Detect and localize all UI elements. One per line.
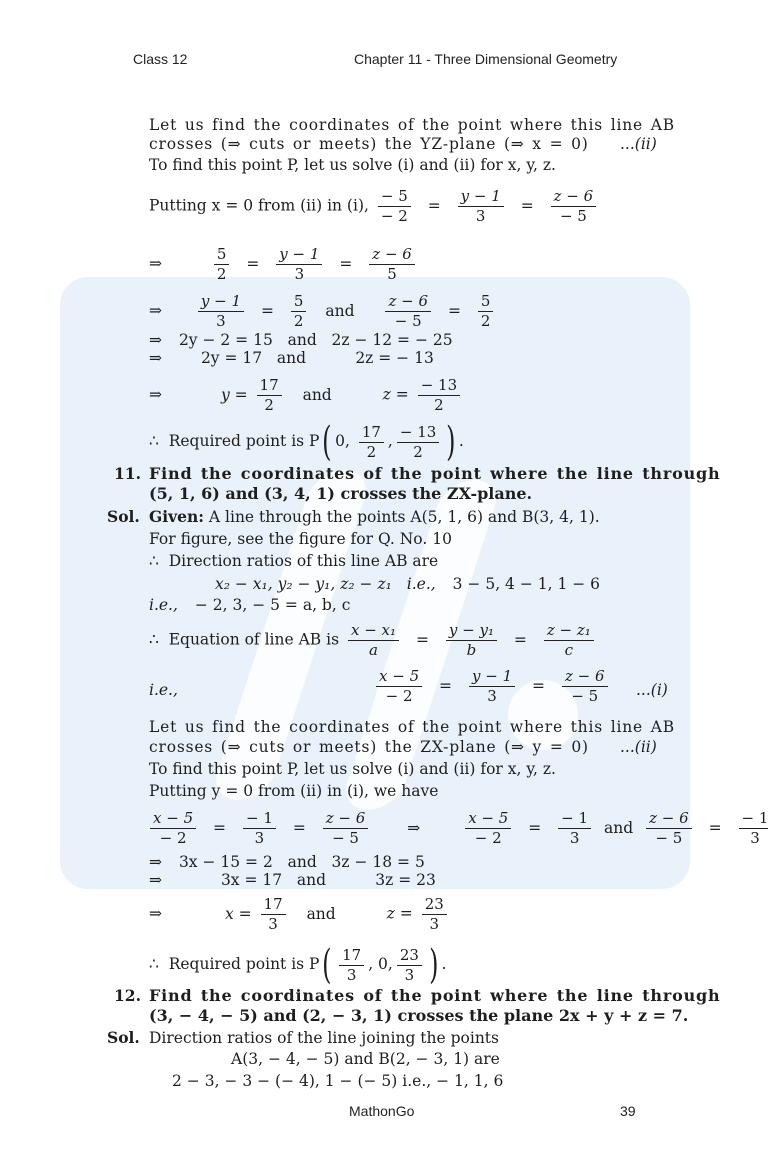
denominator: 2 [434,396,444,414]
equation-line [149,853,425,871]
text-line: Direction ratios of the line joining the points [149,1029,499,1047]
numerator: z − 6 [562,668,608,687]
equation-line: $\frac{x - 5}{- 2}$ = $\frac{y - 1}{3}$ = $\frac{z - 6}{- 5}$ [372,668,612,705]
numerator: x − 5 [465,810,511,829]
equation-tag: ...(i) [636,681,668,699]
text: i.e., [149,596,178,614]
denominator: − 5 [394,312,422,330]
implies-icon: ⇒ [149,349,162,367]
result-line: ∴ Required point is P( $\frac{17}{3}$ , 0, $\frac{23}{3}$ ) . [149,942,447,988]
question-text: Find the coordinates of the point where the line through [149,464,721,483]
denominator: 2 [216,265,227,283]
denominator: 2 [480,312,491,330]
numerator: − 5 [378,188,411,207]
text: and [325,301,355,320]
text: z = [382,385,409,404]
equation-line: ⇒ $\frac{y - 1}{3}$ = $\frac{5}{2}$ and $\frac{z - 6}{- 5}$ = $\frac{5}{2}$ [149,293,497,330]
equation-line: $\frac{x - 5}{- 2}$ = $\frac{- 1}{3}$ = $\frac{z - 6}{- 5}$ ⇒ $\frac{x - 5}{- 2}$ = $\frac{- 1}{3}$ and $\frac{z - 6}{- 5}$ = $\frac{- 1}{3}$ [146,810,768,847]
text: 0, [335,432,350,450]
text: and [306,904,336,923]
text: 3x − 15 = 2 and 3z − 18 = 5 [178,853,425,871]
equation-tag: ...(ii) [620,135,657,153]
denominator: 3 [268,915,278,933]
implies-icon: ⇒ [149,301,162,320]
text: , 0, [368,955,393,973]
implies-icon: ⇒ [149,853,162,871]
equation-line: ⇒ $\frac{5}{2}$ = $\frac{y - 1}{3}$ = $\frac{z - 6}{5}$ [149,246,419,283]
text: and [604,818,634,837]
numerator: z − 6 [369,246,415,265]
text: z = [386,904,413,923]
page-number: 39 [620,1103,636,1119]
solution-label: Sol. [107,507,140,526]
denominator: 3 [487,687,497,705]
result-line: ∴ Required point is P( 0, $\frac{17}{2}$ , $\frac{- 13}{2}$ ) . [149,419,464,465]
numerator: y − y₁ [446,622,497,641]
text: i.e., [149,681,178,699]
numerator: − 1 [558,810,591,829]
denominator: 2 [413,442,423,461]
implies-icon: ⇒ [407,818,421,837]
text: ∴ Equation of line AB is [149,630,340,649]
equation-line: Putting x = 0 from (ii) in (i), $\frac{- 5}{- 2}$ = $\frac{y - 1}{3}$ = $\frac{z - 6}{- 5}$ [149,188,600,225]
question-text: (5, 1, 6) and (3, 4, 1) crosses the ZX-plane. [149,484,533,503]
numerator: y − 1 [276,246,322,265]
numerator: 23 [422,896,447,915]
numerator: y − 1 [469,668,515,687]
denominator: 3 [569,829,580,847]
denominator: c [564,641,574,659]
denominator: 3 [429,915,439,933]
text-line: Let us find the coordinates of the point where this line AB [149,116,675,134]
question-text: (3, − 4, − 5) and (2, − 3, 1) crosses the plane 2x + y + z = 7. [149,1006,689,1025]
equation-line [149,871,436,889]
implies-icon: ⇒ [149,871,162,889]
text-line: Let us find the coordinates of the point where this line AB [149,718,675,736]
denominator: − 2 [380,207,408,225]
numerator: 23 [397,947,422,966]
numerator: 17 [261,896,286,915]
text: and [302,385,332,404]
numerator: − 1 [243,810,276,829]
implies-icon: ⇒ [149,254,162,273]
text: Putting x = 0 from (ii) in (i), [149,196,369,215]
denominator: 5 [387,265,397,283]
header-class: Class 12 [133,51,188,67]
text: . [458,432,464,450]
text-line: crosses (⇒ cuts or meets) the ZX-plane (⇒ y = 0) [149,738,589,756]
denominator: − 2 [474,829,502,847]
text-line: crosses (⇒ cuts or meets) the YZ-plane (⇒ x = 0) [149,135,589,153]
text: 2y − 2 = 15 and 2z − 12 = − 25 [178,331,453,349]
text: . [441,955,447,973]
denominator: 2 [264,396,274,414]
numerator: 17 [339,947,364,966]
denominator: 3 [404,965,415,984]
numerator: x − x₁ [348,622,399,641]
text: 3x = 17 and 3z = 23 [220,871,436,889]
text: A line through the points A(5, 1, 6) and B(3, 4, 1). [203,508,600,526]
denominator: − 2 [159,829,187,847]
text: ∴ Required point is P [149,432,320,450]
footer-brand: MathonGo [349,1103,415,1119]
text: 2y = 17 and 2z = − 13 [200,349,434,367]
implies-icon: ⇒ [149,331,162,349]
equation-tag: ...(ii) [620,738,657,756]
numerator: − 13 [418,377,460,396]
numerator: − 13 [397,424,439,443]
text-line [149,508,600,526]
question-number: 11. [114,464,141,483]
denominator: 3 [346,965,357,984]
denominator: − 5 [332,829,359,847]
text-line: To find this point P, let us solve (i) and (ii) for x, y, z. [149,156,556,174]
implies-icon: ⇒ [149,385,162,404]
text: 3 − 5, 4 − 1, 1 − 6 [452,575,601,593]
equation-line: ∴ Equation of line AB is $\frac{\text{x − x₁}}{a}$ = $\frac{\text{y − y₁}}{b}$ = $\frac{\text{z − z₁}}{c}$ [149,622,598,659]
text-line: To find this point P, let us solve (i) and (ii) for x, y, z. [149,760,556,778]
numerator: y − 1 [198,293,244,312]
denominator: 2 [293,312,304,330]
text-line: 2 − 3, − 3 − (− 4), 1 − (− 5) i.e., − 1, 1, 6 [172,1072,504,1090]
numerator: z − 6 [385,293,431,312]
text: x₂ − x₁, y₂ − y₁, z₂ − z₁ [215,575,392,593]
numerator: 17 [257,377,282,396]
numerator: y − 1 [458,188,504,207]
denominator: − 5 [559,207,587,225]
question-text: Find the coordinates of the point where the line through [149,986,721,1005]
numerator: x − 5 [376,668,422,687]
header-chapter: Chapter 11 - Three Dimensional Geometry [354,51,618,67]
equation-line [149,377,464,414]
denominator: 3 [475,207,486,225]
denominator: 3 [254,829,265,847]
equation-line [149,331,453,349]
fraction [551,188,597,225]
text: Given: [149,507,204,526]
text-line: A(3, − 4, − 5) and B(2, − 3, 1) are [231,1050,500,1068]
text: x = [224,904,252,923]
text: y = [220,385,248,404]
numerator: z − 6 [323,810,369,829]
implies-icon: ⇒ [149,904,162,923]
equation-line [149,896,451,933]
numerator: − 1 [739,810,768,829]
denominator: − 5 [655,829,683,847]
numerator: 17 [359,424,384,443]
numerator: 5 [478,293,494,312]
equation-line [149,349,434,367]
text-line: ∴ Direction ratios of this line AB are [149,552,439,570]
question-number: 12. [114,986,141,1005]
denominator: a [369,641,378,659]
numerator: 5 [291,293,307,312]
fraction [458,188,504,225]
text: − 2, 3, − 5 = a, b, c [194,596,351,614]
denominator: − 5 [571,687,599,705]
denominator: 2 [366,442,377,461]
numerator: z − 6 [646,810,692,829]
fraction [378,188,411,225]
denominator: 3 [294,265,305,283]
text-line: Putting y = 0 from (ii) in (i), we have [149,782,439,800]
equation-line [149,596,350,614]
denominator: − 2 [385,687,413,705]
text-line: For figure, see the figure for Q. No. 10 [149,530,452,548]
denominator: 3 [216,312,226,330]
denominator: b [466,641,477,659]
numerator: z − z₁ [544,622,594,641]
numerator: 5 [214,246,230,265]
solution-label: Sol. [107,1028,140,1047]
numerator: x − 5 [150,810,196,829]
text: i.e., [406,575,436,593]
equation-line [215,575,600,593]
numerator: z − 6 [551,188,597,207]
text: ∴ Required point is P [149,955,320,973]
denominator: 3 [750,829,760,847]
